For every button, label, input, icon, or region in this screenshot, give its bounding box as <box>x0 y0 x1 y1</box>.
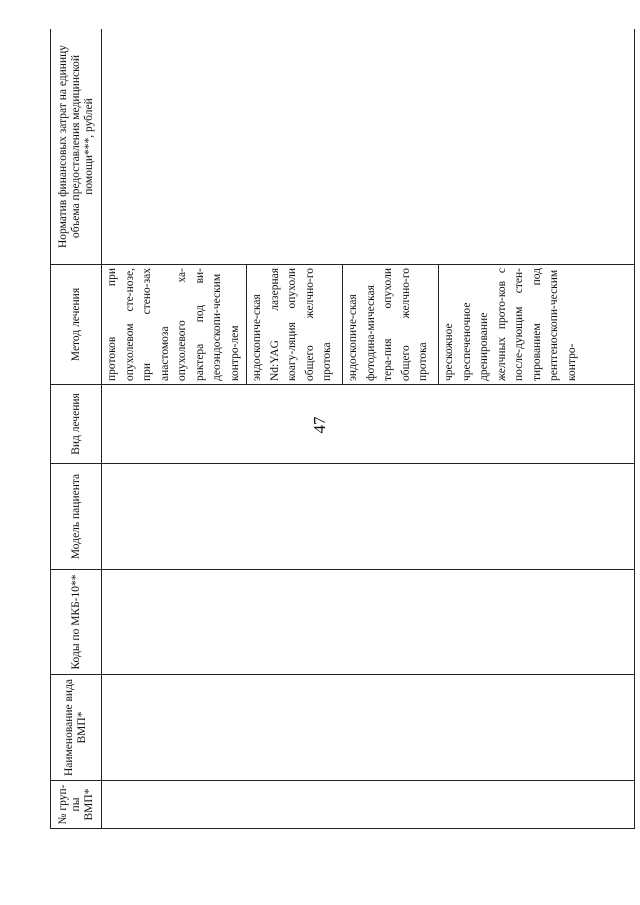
table-row <box>102 29 247 829</box>
cell-group-number <box>102 781 635 829</box>
header-treatment-method: Метод лечения <box>51 265 102 385</box>
cell-cost-standard <box>102 29 635 265</box>
rotated-table-frame <box>50 29 635 829</box>
cell-method-3 <box>343 265 439 385</box>
cell-method-4 <box>439 265 635 385</box>
cell-method-2 <box>247 265 343 385</box>
header-treatment-type: Вид лечения <box>51 385 102 464</box>
method-text: чрескожное чреспеченочное дренирование желчных прото-ков с после-дующим стен-тированием под рентгеноскопи-ческим контро- <box>443 268 578 381</box>
header-icd-codes: Коды по МКБ-10** <box>51 570 102 675</box>
header-patient-model: Модель пациента <box>51 464 102 570</box>
cell-vmp-name <box>102 675 635 781</box>
cell-icd-codes <box>102 570 635 675</box>
table-container <box>50 29 635 829</box>
header-row <box>51 29 102 829</box>
cell-treatment-type <box>102 385 635 464</box>
header-cost-standard: Норматив финансовых затрат на единицу объема предоставления медицинской помощи***, рублей <box>51 29 102 265</box>
header-vmp-name: Наименование вида ВМП* <box>51 675 102 781</box>
page-number: 47 <box>310 416 329 434</box>
method-text: эндоскопиче-ская фотодина-мическая тера-пия опухоли общего желчно-го протока <box>347 268 429 381</box>
method-text: эндоскопиче-ская Nd:YAG лазерная коагу-ляция опухоли общего желчно-го протока <box>251 268 333 381</box>
cell-method-1 <box>102 265 247 385</box>
header-group-number: № груп-пы ВМП* <box>51 781 102 829</box>
method-text: протоков при опухолевом сте-нозе, при стено-зах анастомоза опухолевого ха-рактера под ви-деоэндоскопи-ческим контро-лем <box>106 268 241 381</box>
cell-patient-model <box>102 464 635 570</box>
vmp-table <box>50 29 635 829</box>
